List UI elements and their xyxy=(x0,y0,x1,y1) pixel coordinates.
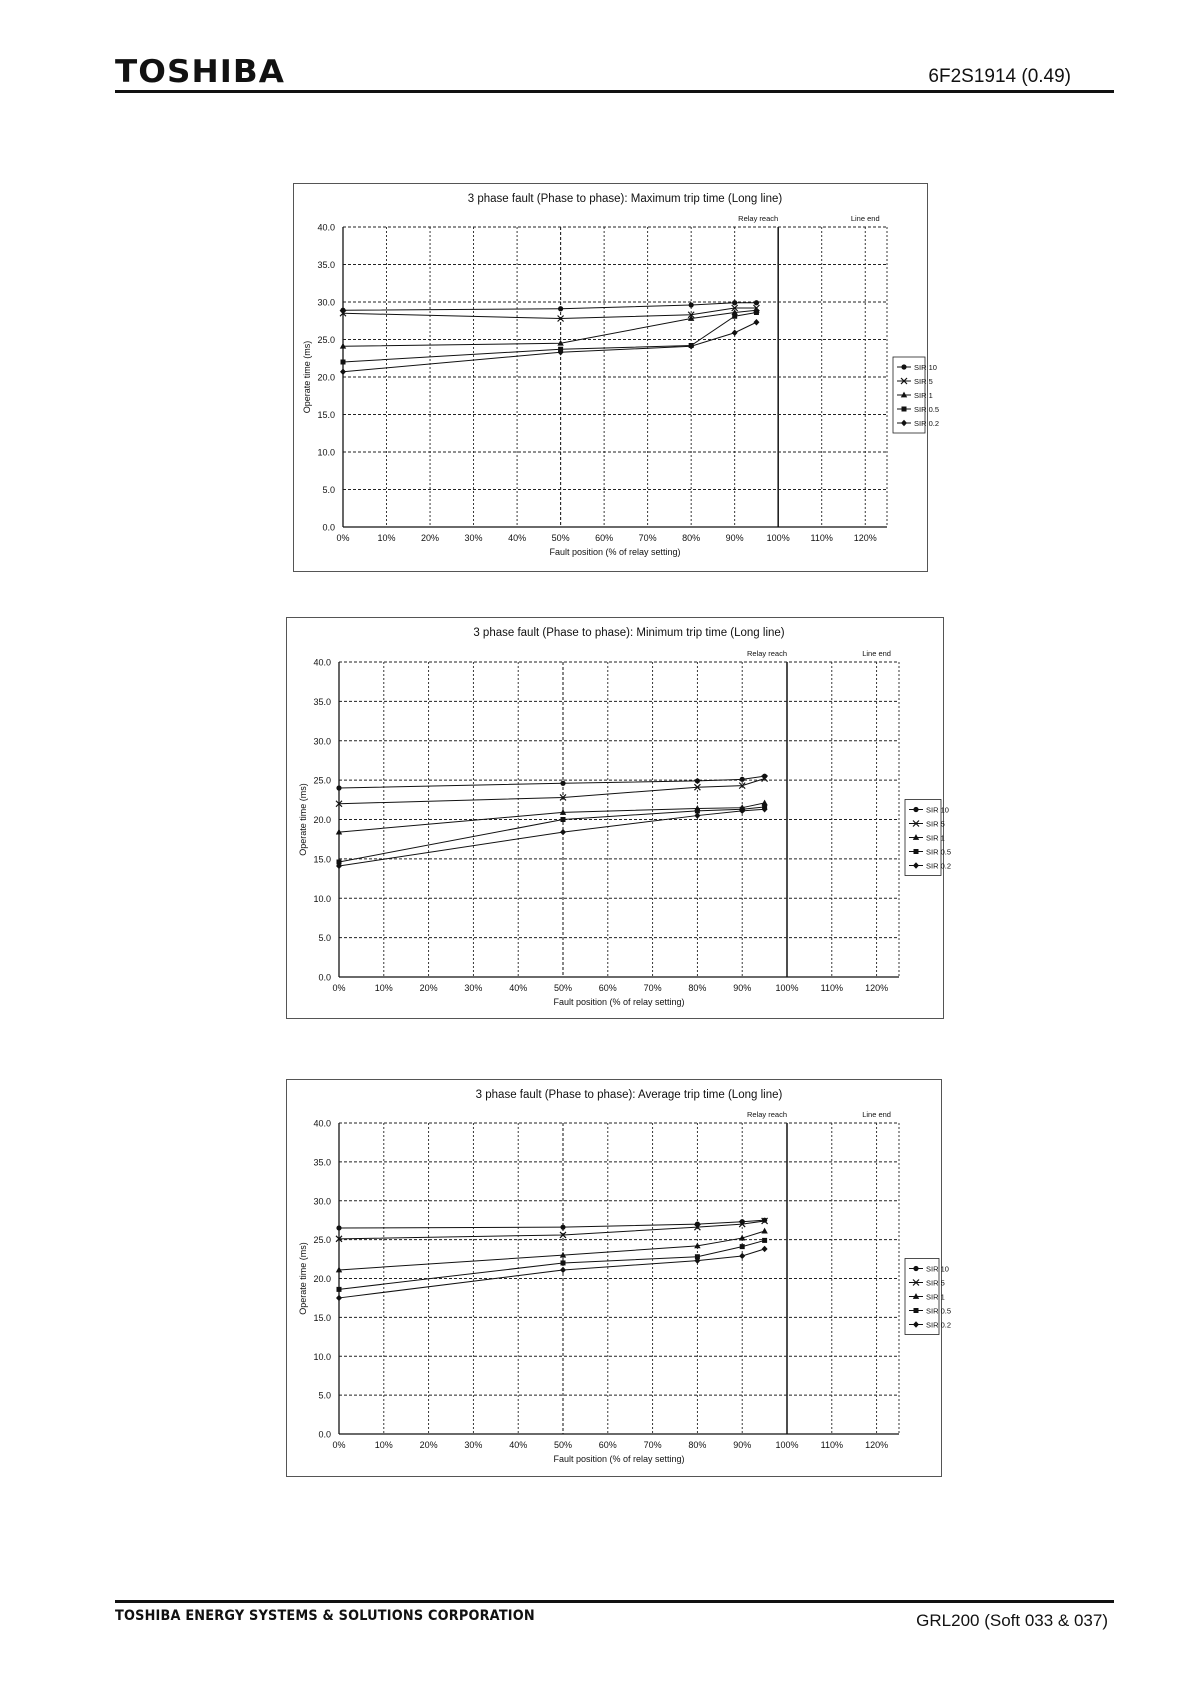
y-tick-label: 20.0 xyxy=(317,372,335,383)
legend-marker xyxy=(901,364,906,369)
data-point xyxy=(762,1246,768,1252)
y-tick-label: 15.0 xyxy=(313,1312,331,1323)
data-point xyxy=(561,817,566,822)
x-tick-label: 10% xyxy=(377,533,396,543)
x-tick-label: 110% xyxy=(820,983,843,993)
legend-label: SIR 1 xyxy=(926,833,945,843)
y-axis-label: Operate time (ms) xyxy=(298,1242,308,1315)
header-rule xyxy=(115,90,1114,93)
legend-label: SIR 1 xyxy=(926,1292,945,1302)
x-tick-label: 30% xyxy=(464,983,483,993)
x-tick-label: 20% xyxy=(419,1440,438,1450)
data-point xyxy=(689,302,694,307)
x-tick-label: 60% xyxy=(598,1440,617,1450)
x-tick-label: 30% xyxy=(464,533,483,543)
chart-svg xyxy=(294,184,940,573)
y-tick-label: 30.0 xyxy=(313,736,331,747)
series-sir-0-2 xyxy=(336,1246,768,1301)
x-tick-label: 90% xyxy=(733,983,752,993)
legend-label: SIR 10 xyxy=(926,805,949,815)
legend-label: SIR 0.2 xyxy=(914,419,940,428)
x-tick-label: 40% xyxy=(508,533,527,543)
x-tick-label: 110% xyxy=(820,1440,843,1450)
series-sir-0-5 xyxy=(337,1238,768,1292)
x-tick-label: 60% xyxy=(595,533,614,543)
y-tick-label: 30.0 xyxy=(317,297,335,308)
y-tick-label: 15.0 xyxy=(317,410,335,420)
x-tick-label: 0% xyxy=(336,533,350,543)
x-tick-label: 50% xyxy=(553,983,573,993)
chart-maximum-trip-time xyxy=(293,183,940,572)
data-point xyxy=(732,300,737,305)
y-tick-label: 35.0 xyxy=(317,260,335,270)
legend-label: SIR 5 xyxy=(914,377,933,386)
series-line xyxy=(339,776,765,788)
series-sir-5 xyxy=(340,305,759,322)
data-point xyxy=(740,777,745,782)
data-point xyxy=(336,1295,342,1301)
series-sir-1 xyxy=(336,800,768,835)
y-tick-label: 10.0 xyxy=(313,893,331,904)
y-tick-label: 0.0 xyxy=(322,522,335,533)
data-point xyxy=(560,1225,565,1230)
legend-label: SIR 5 xyxy=(926,1278,945,1288)
x-tick-label: 100% xyxy=(775,1440,799,1450)
chart-title: 3 phase fault (Phase to phase): Maximum trip time (Long line) xyxy=(467,193,783,205)
document-number: 6F2S1914 (0.49) xyxy=(928,66,1071,87)
data-point xyxy=(739,1253,745,1259)
x-tick-label: 110% xyxy=(810,533,833,543)
x-tick-label: 70% xyxy=(638,533,657,543)
y-axis-label: Operate time (ms) xyxy=(302,340,312,414)
x-tick-label: 40% xyxy=(509,1440,528,1450)
series-sir-1 xyxy=(336,1228,768,1273)
y-tick-label: 20.0 xyxy=(313,1274,331,1284)
data-point xyxy=(560,1267,566,1273)
y-tick-label: 5.0 xyxy=(318,1390,331,1401)
data-point xyxy=(740,1244,745,1249)
x-tick-label: 10% xyxy=(374,1440,393,1450)
x-tick-label: 120% xyxy=(865,1440,889,1450)
series-sir-0-2 xyxy=(336,806,768,869)
data-point xyxy=(558,306,563,311)
data-point xyxy=(337,1287,342,1292)
x-tick-label: 20% xyxy=(421,533,440,543)
x-tick-label: 40% xyxy=(509,983,528,993)
annotation-label: Relay reach xyxy=(738,214,779,223)
series-line xyxy=(343,310,756,346)
data-point xyxy=(754,300,759,305)
series-line xyxy=(343,313,756,363)
data-point xyxy=(761,1228,767,1234)
data-point xyxy=(341,360,346,365)
data-point xyxy=(695,778,700,783)
toshiba-logo: TOSHIBA xyxy=(115,54,286,90)
legend-label: SIR 5 xyxy=(926,819,945,829)
y-tick-label: 40.0 xyxy=(313,657,331,668)
chart-title: 3 phase fault (Phase to phase): Minimum trip time (Long line) xyxy=(473,627,785,639)
legend-label: SIR 1 xyxy=(914,391,933,400)
data-point xyxy=(762,1238,767,1243)
x-tick-label: 120% xyxy=(865,983,889,993)
annotation-label: Line end xyxy=(850,214,880,223)
chart-svg xyxy=(287,1080,952,1478)
x-tick-label: 70% xyxy=(643,1440,662,1450)
legend-marker xyxy=(902,407,907,412)
y-tick-label: 0.0 xyxy=(318,972,331,983)
y-tick-label: 35.0 xyxy=(313,1157,331,1168)
series-sir-10 xyxy=(336,1218,767,1231)
y-tick-label: 35.0 xyxy=(313,696,331,707)
data-point xyxy=(340,369,346,375)
y-tick-label: 20.0 xyxy=(313,815,331,825)
legend-marker xyxy=(914,1308,919,1313)
x-tick-label: 80% xyxy=(682,533,701,543)
y-tick-label: 40.0 xyxy=(317,222,335,233)
y-tick-label: 25.0 xyxy=(317,335,335,345)
series-sir-10 xyxy=(336,774,767,791)
y-axis-label: Operate time (ms) xyxy=(298,783,308,856)
series-line xyxy=(339,809,765,866)
legend-label: SIR 10 xyxy=(926,1264,949,1274)
x-tick-label: 90% xyxy=(725,533,744,543)
x-tick-label: 20% xyxy=(419,983,438,993)
annotation-label: Relay reach xyxy=(746,649,787,658)
annotation-label: Line end xyxy=(862,649,891,658)
series-line xyxy=(343,303,756,311)
y-tick-label: 30.0 xyxy=(313,1196,331,1207)
x-tick-label: 80% xyxy=(688,1440,707,1450)
x-tick-label: 0% xyxy=(332,983,346,993)
x-tick-label: 0% xyxy=(332,1440,346,1450)
data-point xyxy=(561,1260,566,1265)
x-tick-label: 70% xyxy=(643,983,662,993)
x-axis-label: Fault position (% of relay setting) xyxy=(553,1454,685,1464)
x-tick-label: 100% xyxy=(775,983,799,993)
x-tick-label: 100% xyxy=(766,533,790,543)
data-point xyxy=(732,314,737,319)
data-point xyxy=(754,310,759,315)
data-point xyxy=(336,1225,341,1230)
data-point xyxy=(336,785,341,790)
y-tick-label: 5.0 xyxy=(318,933,331,944)
y-tick-label: 10.0 xyxy=(317,447,335,458)
series-sir-0-2 xyxy=(340,319,759,375)
legend-label: SIR 0.5 xyxy=(926,1306,952,1316)
annotation-label: Relay reach xyxy=(746,1110,787,1119)
annotation-label: Line end xyxy=(862,1110,891,1119)
legend-label: SIR 0.5 xyxy=(926,847,952,857)
legend-marker xyxy=(913,807,918,812)
x-tick-label: 50% xyxy=(551,533,570,543)
chart-minimum-trip-time xyxy=(286,617,952,1019)
footer-rule xyxy=(115,1600,1114,1603)
y-tick-label: 40.0 xyxy=(313,1118,331,1129)
chart-average-trip-time xyxy=(286,1079,952,1477)
series-line xyxy=(339,779,765,804)
chart-title: 3 phase fault (Phase to phase): Average trip time (Long line) xyxy=(475,1089,783,1101)
x-tick-label: 90% xyxy=(733,1440,752,1450)
data-point xyxy=(732,330,738,336)
y-tick-label: 15.0 xyxy=(313,854,331,865)
y-tick-label: 10.0 xyxy=(313,1351,331,1362)
x-axis-label: Fault position (% of relay setting) xyxy=(549,547,681,557)
x-tick-label: 120% xyxy=(853,533,877,543)
y-tick-label: 5.0 xyxy=(322,485,335,495)
legend-marker xyxy=(914,849,919,854)
legend-marker xyxy=(913,1266,918,1271)
x-tick-label: 60% xyxy=(598,983,617,993)
data-point xyxy=(753,319,759,325)
company-name: TOSHIBA ENERGY SYSTEMS & SOLUTIONS CORPORATION xyxy=(115,1608,535,1624)
data-point xyxy=(560,829,566,835)
x-tick-label: 80% xyxy=(688,983,707,993)
legend-label: SIR 0.2 xyxy=(926,861,952,871)
y-tick-label: 25.0 xyxy=(313,1235,331,1246)
series-line xyxy=(339,803,765,832)
legend-label: SIR 0.2 xyxy=(926,1320,952,1330)
series-line xyxy=(343,322,756,372)
series-sir-5 xyxy=(336,1218,768,1242)
series-line xyxy=(339,1240,765,1289)
y-tick-label: 25.0 xyxy=(313,775,331,786)
x-axis-label: Fault position (% of relay setting) xyxy=(553,997,685,1007)
chart-svg xyxy=(287,618,952,1020)
x-tick-label: 30% xyxy=(464,1440,483,1450)
product-name: GRL200 (Soft 033 & 037) xyxy=(916,1611,1108,1630)
legend-label: SIR 10 xyxy=(914,363,937,372)
legend-label: SIR 0.5 xyxy=(914,405,940,414)
y-tick-label: 0.0 xyxy=(318,1429,331,1440)
x-tick-label: 10% xyxy=(374,983,393,993)
x-tick-label: 50% xyxy=(553,1440,573,1450)
data-point xyxy=(560,781,565,786)
